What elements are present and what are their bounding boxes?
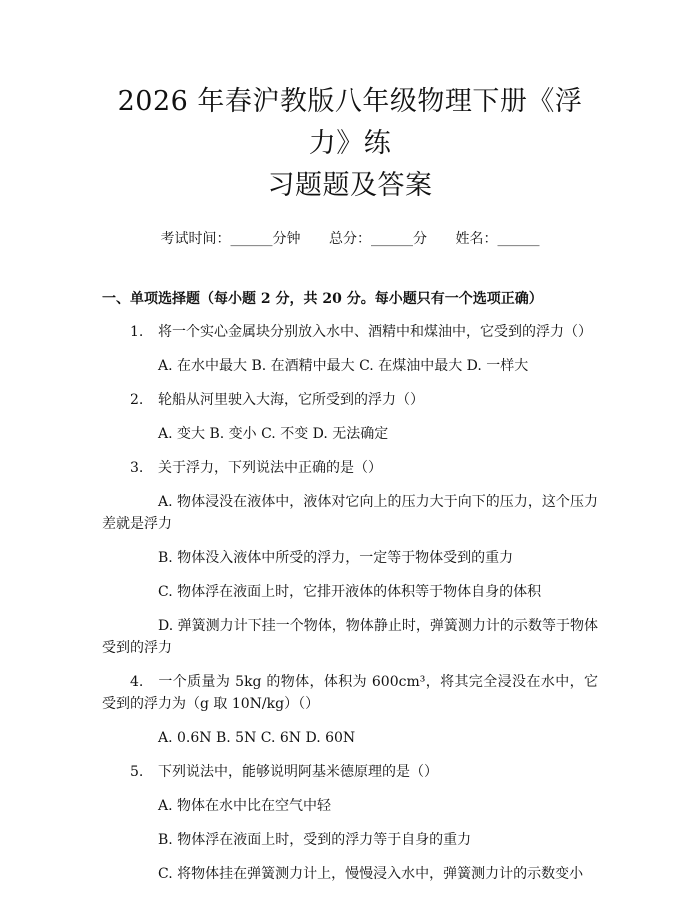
question-2-options: A. 变大 B. 变小 C. 不变 D. 无法确定 [158, 426, 389, 442]
total-score: 总分：______分 [329, 231, 427, 247]
question-text: 关于浮力，下列说法中正确的是（） [158, 460, 382, 476]
title-line-2: 习题题及答案 [267, 170, 433, 201]
question-text: 将一个实心金属块分别放入水中、酒精中和煤油中，它受到的浮力（） [158, 324, 592, 340]
section-heading: 一、单项选择题（每小题 2 分，共 20 分。每小题只有一个选项正确） [102, 291, 543, 307]
question-5-option-c: C. 将物体挂在弹簧测力计上，慢慢浸入水中，弹簧测力计的示数变小 [158, 866, 584, 882]
student-name: 姓名：______ [455, 231, 540, 247]
question-3-option-b: B. 物体没入液体中所受的浮力，一定等于物体受到的重力 [158, 550, 514, 566]
question-4-options: A. 0.6N B. 5N C. 6N D. 60N [158, 730, 356, 746]
question-number: 2. [130, 392, 144, 408]
exam-info [102, 229, 598, 249]
title-line-1: 2026 年春沪教版八年级物理下册《浮力》练 [117, 86, 583, 159]
question-number: 3. [130, 460, 144, 476]
question-text: 下列说法中，能够说明阿基米德原理的是（） [158, 764, 438, 780]
document-title [102, 0, 598, 207]
question-3-option-a: A. 物体浸没在液体中，液体对它向上的压力大于向下的压力，这个压力差就是浮力 [102, 494, 598, 532]
question-2 [102, 389, 598, 411]
question-1 [102, 321, 598, 343]
question-5 [102, 761, 598, 783]
question-number: 5. [130, 764, 144, 780]
question-5-option-b: B. 物体浮在液面上时，受到的浮力等于自身的重力 [158, 832, 472, 848]
question-number: 4. [130, 674, 144, 690]
question-number: 1. [130, 324, 144, 340]
question-1-options: A. 在水中最大 B. 在酒精中最大 C. 在煤油中最大 D. 一样大 [158, 358, 529, 374]
exam-time: 考试时间：______分钟 [160, 231, 301, 247]
question-text: 轮船从河里驶入大海，它所受到的浮力（） [158, 392, 424, 408]
question-3-option-d: D. 弹簧测力计下挂一个物体，物体静止时，弹簧测力计的示数等于物体受到的浮力 [102, 618, 598, 656]
question-3 [102, 457, 598, 479]
question-text: 一个质量为 5kg 的物体，体积为 600cm³，将其完全浸没在水中，它受到的浮力为（g 取 10N/kg）（） [102, 674, 598, 712]
question-4 [102, 671, 598, 715]
question-5-option-a: A. 物体在水中比在空气中轻 [158, 798, 332, 814]
question-3-option-c: C. 物体浮在液面上时，它排开液体的体积等于物体自身的体积 [158, 584, 542, 600]
